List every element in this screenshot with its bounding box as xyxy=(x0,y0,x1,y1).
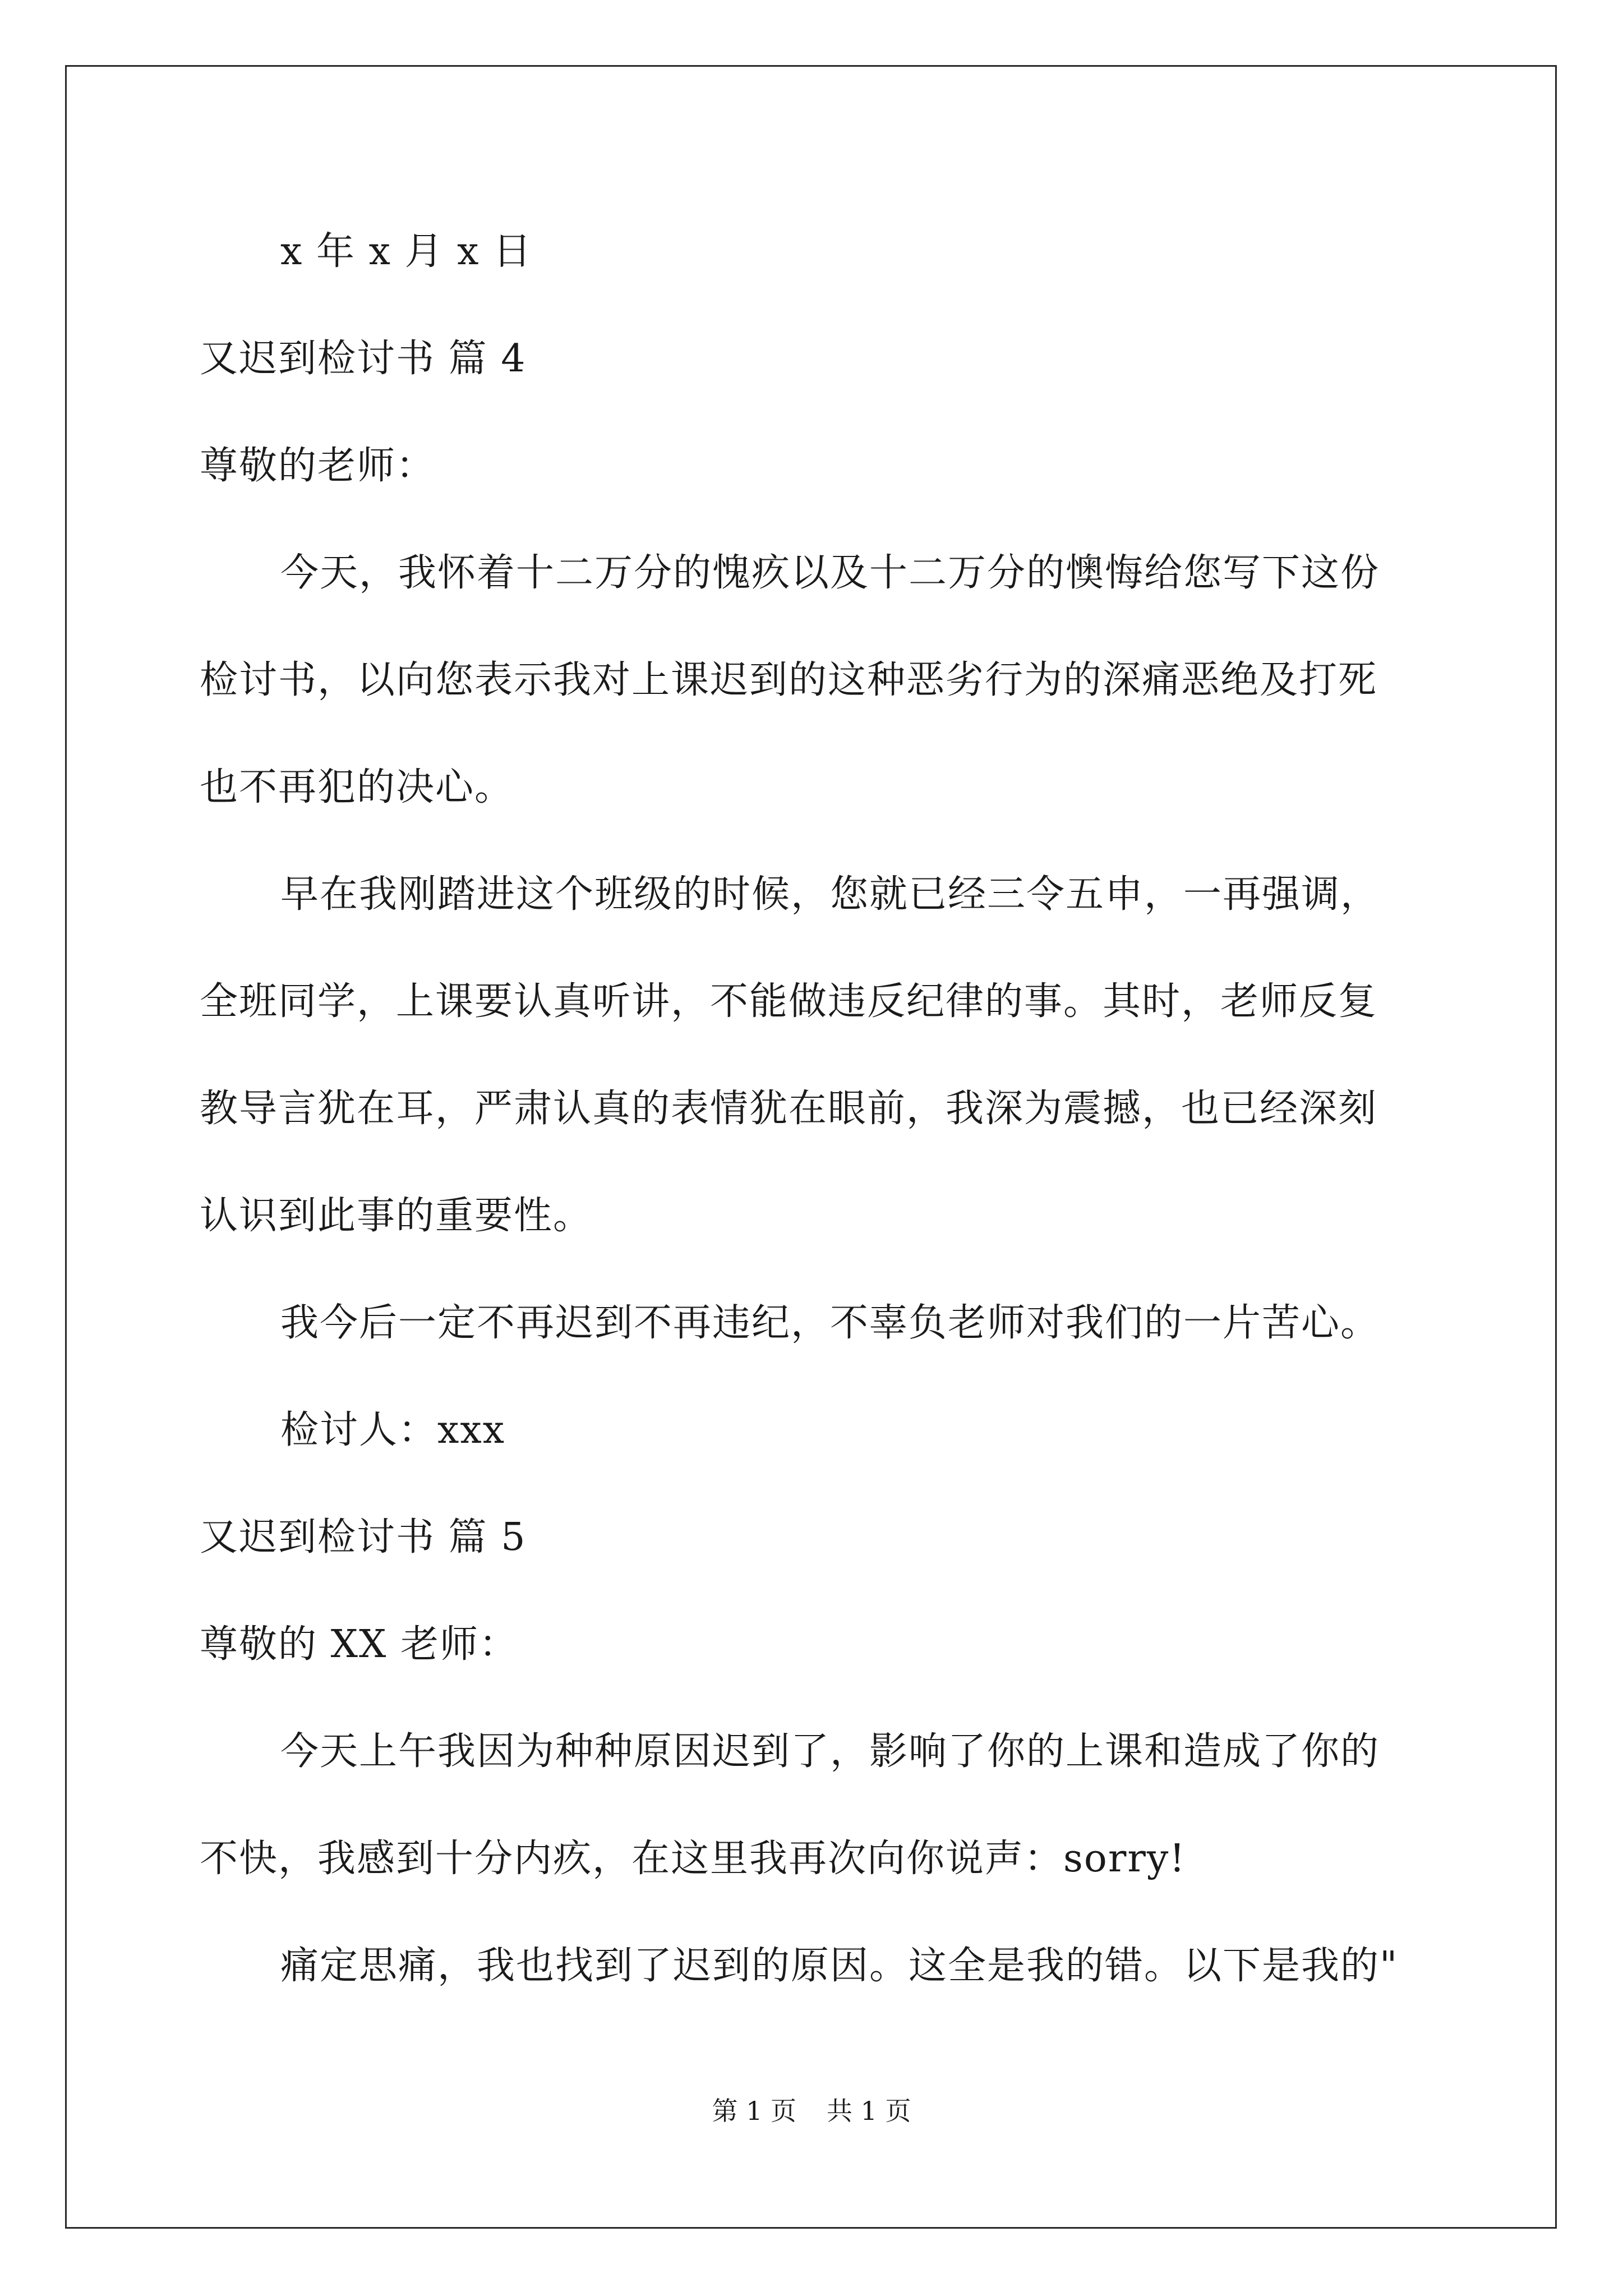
page-number: 第 1 页 xyxy=(712,2096,796,2126)
paragraph-line: 全班同学，上课要认真听讲，不能做违反纪律的事。其时，老师反复 xyxy=(200,979,1378,1024)
page-border xyxy=(65,65,1557,2229)
paragraph-line: 认识到此事的重要性。 xyxy=(200,1194,593,1238)
section-heading-5: 又迟到检讨书 篇 5 xyxy=(200,1515,527,1559)
paragraph-line: 检讨书，以向您表示我对上课迟到的这种恶劣行为的深痛恶绝及打死 xyxy=(200,658,1378,702)
paragraph-line: 教导言犹在耳，严肃认真的表情犹在眼前，我深为震撼，也已经深刻 xyxy=(200,1087,1378,1131)
page-total: 共 1 页 xyxy=(827,2096,911,2126)
paragraph-line: 不快，我感到十分内疚，在这里我再次向你说声：sorry! xyxy=(200,1837,1186,1881)
date-line: x 年 x 月 x 日 xyxy=(280,229,533,274)
signature-line: 检讨人：xxx xyxy=(280,1408,506,1452)
salutation: 尊敬的老师： xyxy=(200,444,436,488)
paragraph-line: 也不再犯的决心。 xyxy=(200,765,514,809)
paragraph-line: 今天，我怀着十二万分的愧疚以及十二万分的懊悔给您写下这份 xyxy=(280,551,1380,595)
section-heading-4: 又迟到检讨书 篇 4 xyxy=(200,337,527,381)
page-footer xyxy=(0,2094,1623,2128)
paragraph-line: 今天上午我因为种种原因迟到了，影响了你的上课和造成了你的 xyxy=(280,1729,1380,1774)
salutation: 尊敬的 XX 老师： xyxy=(200,1622,519,1667)
paragraph-line: 痛定思痛，我也找到了迟到的原因。这全是我的错。以下是我的" xyxy=(280,1944,1399,1988)
paragraph-line: 早在我刚踏进这个班级的时候，您就已经三令五申，一再强调， xyxy=(280,872,1380,917)
paragraph-line: 我今后一定不再迟到不再违纪，不辜负老师对我们的一片苦心。 xyxy=(280,1301,1380,1345)
